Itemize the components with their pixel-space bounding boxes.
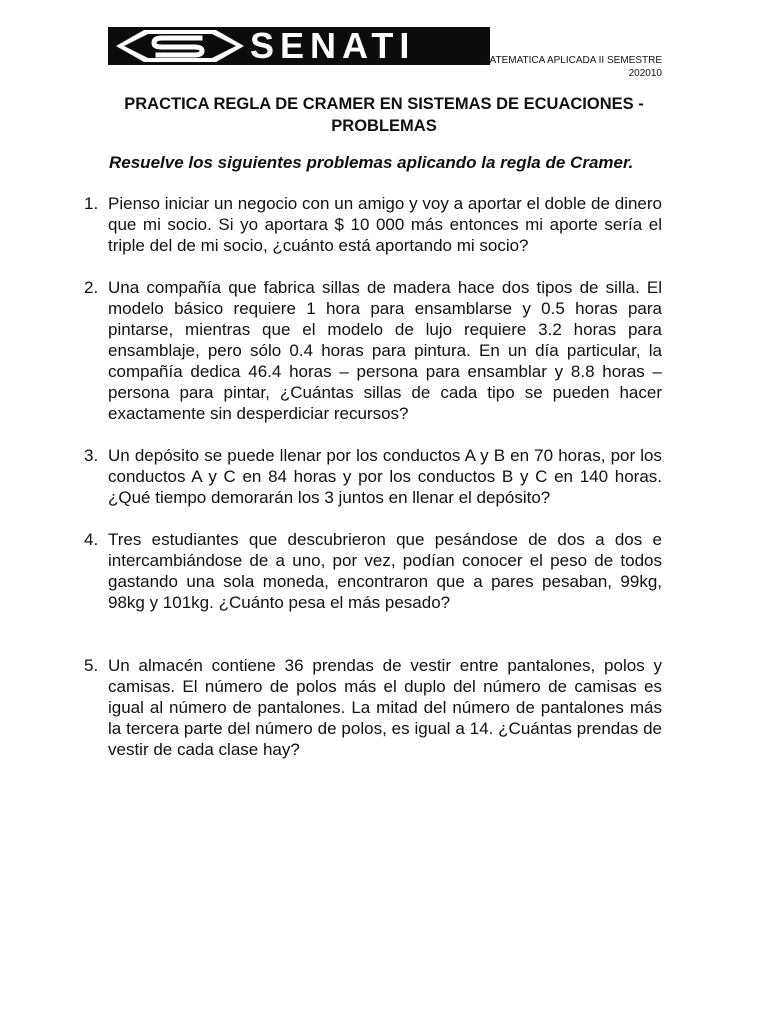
problem-list [84, 193, 662, 760]
problem-text: Un depósito se puede llenar por los conductos A y B en 70 horas, por los conductos A y C en 84 horas y por los conductos B y C en 140 horas. ¿Qué tiempo demorarán los 3 juntos en llenar el depósito? [108, 446, 662, 507]
problem-item-2 [84, 277, 662, 424]
instruction-text: Resuelve los siguientes problemas aplicando la regla de Cramer. [109, 153, 634, 172]
problem-number: 1. [84, 194, 99, 213]
logo-wordmark: SENATI [250, 27, 416, 65]
problem-text: Tres estudiantes que descubrieron que pesándose de dos a dos e intercambiándose de a uno, por vez, podían conocer el peso de todos gastando una sola moneda, encontraron que a pares pesaban, 99kg, 98kg y 101kg. ¿Cuánto pesa el más pesado? [108, 530, 662, 612]
problem-item-3 [84, 445, 662, 508]
problem-text: Pienso iniciar un negocio con un amigo y voy a aportar el doble de dinero que mi socio. Si yo aportara $ 10 000 más entonces mi aporte sería el triple del de mi socio, ¿cuánto está aportando mi socio? [108, 194, 662, 255]
course-header [481, 54, 662, 80]
senati-s-emblem-icon [108, 27, 248, 65]
page-title: PRACTICA REGLA DE CRAMER EN SISTEMAS DE ECUACIONES - PROBLEMAS [124, 95, 644, 135]
problem-number: 4. [84, 530, 99, 549]
problem-number: 2. [84, 278, 99, 297]
course-period: 202010 [628, 68, 662, 79]
problem-text: Una compañía que fabrica sillas de madera hace dos tipos de silla. El modelo básico requiere 1 hora para ensamblarse y 0.5 horas para pintarse, mientras que el modelo de lujo requiere 3.2 horas para ensamblaje, pero sólo 0.4 horas para pintura. En un día particular, la compañía dedica 46.4 horas – persona para ensamblar y 8.8 horas – persona para pintar, ¿Cuántas sillas de cada tipo se pueden hacer exactamente sin desperdiciar recursos? [108, 278, 662, 423]
course-name: MATEMATICA APLICADA II SEMESTRE [481, 55, 662, 66]
problem-text: Un almacén contiene 36 prendas de vestir entre pantalones, polos y camisas. El número de polos más el duplo del número de camisas es igual al número de pantalones. La mitad del número de pantalones más la tercera parte del número de polos, es igual a 14. ¿Cuántas prendas de vestir de cada clase hay? [108, 656, 662, 759]
problem-item-4 [84, 529, 662, 613]
problem-item-1 [84, 193, 662, 256]
senati-logo [108, 27, 490, 65]
problem-number: 3. [84, 446, 99, 465]
problem-item-5 [84, 655, 662, 760]
problem-number: 5. [84, 656, 99, 675]
